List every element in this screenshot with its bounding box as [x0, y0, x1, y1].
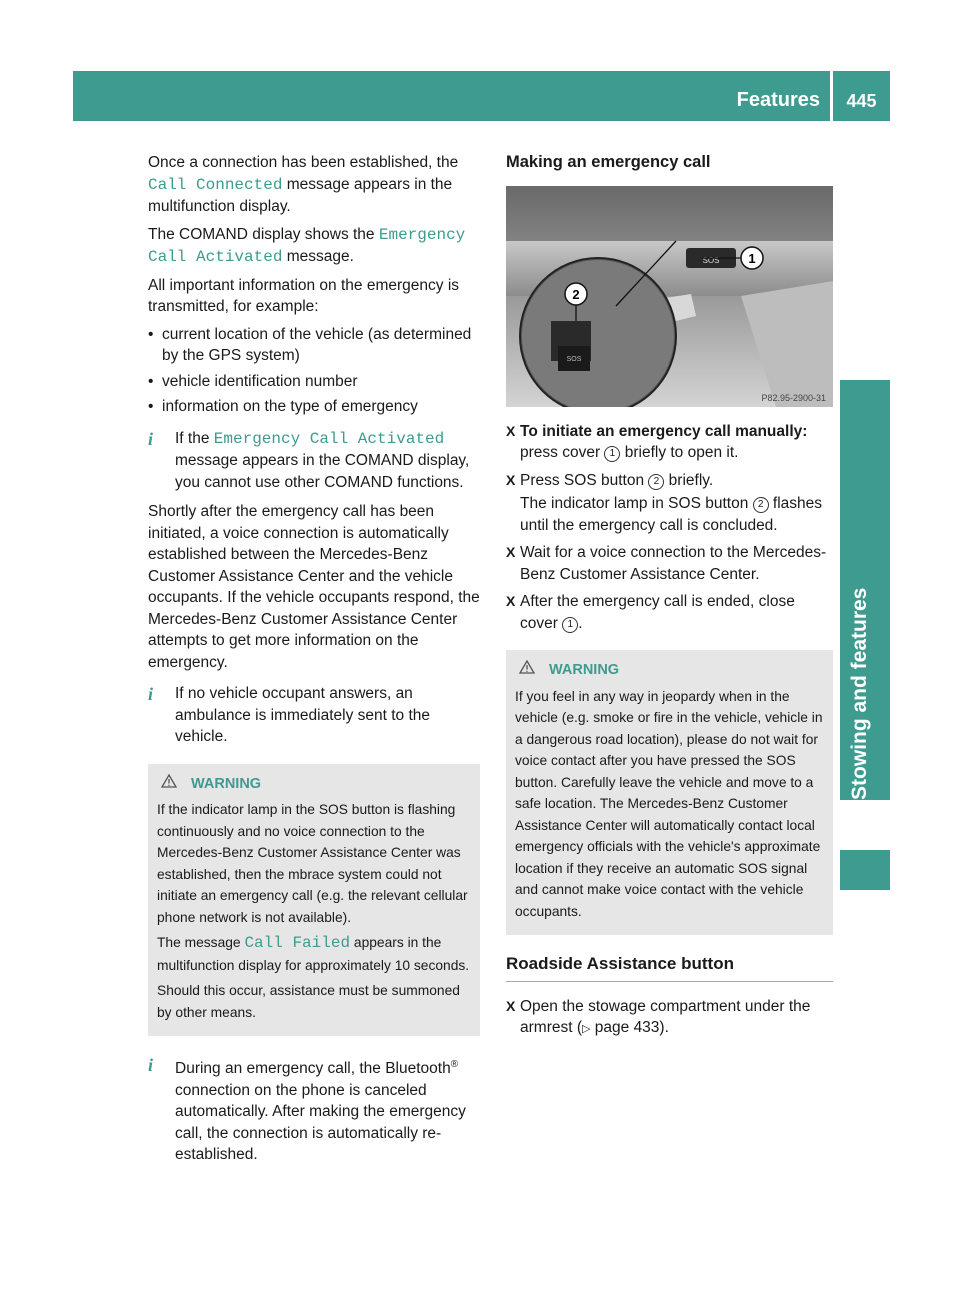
sos-label: SOS: [702, 255, 720, 265]
call-connected-message: Call Connected: [148, 175, 283, 194]
info-note: i If the Emergency Call Activated message appears in the COMAND display, you cannot use other COMAND functions.: [148, 428, 470, 491]
warning-text: The message Call Failed appears in the multifunction display for approximately 10 seconds.: [157, 934, 470, 973]
paragraph-comand: The COMAND display shows the Emergency Call Activated message.: [148, 225, 466, 266]
info-icon: i: [148, 428, 154, 449]
section-title: Making an emergency call: [506, 153, 711, 171]
paragraph-voice-connection: Shortly after the emergency call has been initiated, a voice connection is automatically established between the Mercedes-Benz Customer Assistance Center and the vehicle occupants. If the vehicle occupants respond, the Mercedes-Benz Customer Assistance Center attempts to get more information on the emergency.: [148, 503, 480, 671]
step-open-stowage: X Open the stowage compartment under the armrest (▷ page 433).: [506, 996, 833, 1041]
header-title: Features: [736, 89, 820, 111]
list-item: • current location of the vehicle (as determined by the GPS system): [148, 324, 480, 367]
paragraph-connection: Once a connection has been established, the Call Connected message appears in the multifunction display.: [148, 154, 459, 215]
list-item: • information on the type of emergency: [148, 396, 480, 418]
paragraph-info-transmitted: All important information on the emergency is transmitted, for example:: [148, 276, 460, 315]
step-note: The indicator lamp in SOS button 2 flashes until the emergency call is concluded.: [520, 495, 823, 534]
step-wait: X Wait for a voice connection to the Mercedes-Benz Customer Assistance Center.: [506, 542, 833, 585]
warning-triangle-icon: [519, 660, 549, 682]
warning-title: WARNING: [515, 660, 824, 682]
callout-2: 2: [572, 286, 580, 302]
emergency-call-activated-message: Emergency Call Activated: [148, 225, 466, 266]
step-close-cover: X After the emergency call is ended, close cover 1 .: [506, 591, 833, 634]
page-number: 445: [846, 91, 877, 111]
page-header: [73, 71, 890, 121]
photo-code: P82.95-2900-31: [761, 392, 826, 403]
info-note: i During an emergency call, the Bluetooth® connection on the phone is canceled automatically. After making the emergency call, the connection is automatically re-established.: [148, 1055, 466, 1164]
warning-text: Should this occur, assistance must be summoned by other means.: [157, 983, 460, 1020]
warning-text: If you feel in any way in jeopardy when in the vehicle (e.g. smoke or fire in the vehicle, vehicle in a dangerous road location), please do not wait for voice contact after you have pressed the SOS button. Carefully leave the vehicle and move to a safe location. The Mercedes-Benz Customer Assistance Center will automatically contact local emergency officials with the vehicle's approximate location if they receive an automatic SOS signal and cannot make voice contact with the vehicle occupants.: [515, 688, 823, 919]
call-failed-message: Call Failed: [244, 934, 351, 952]
warning-text: If the indicator lamp in the SOS button is flashing continuously and no voice connection to the Mercedes-Benz Customer Assistance Center was established, then the mbrace system could not initiate an emergency call (e.g. the relevant cellular phone network is not available).: [157, 802, 468, 925]
left-column: [148, 152, 480, 1174]
info-icon: i: [148, 684, 154, 704]
callout-1: 1: [748, 250, 756, 266]
warning-triangle-icon: [161, 774, 191, 796]
overhead-control-panel-photo: [506, 186, 833, 407]
list-item: • vehicle identification number: [148, 371, 480, 393]
right-column: [506, 152, 833, 1047]
warning-box: [148, 764, 480, 1037]
warning-title: WARNING: [157, 774, 471, 796]
warning-box: [506, 650, 833, 935]
info-note: i If no vehicle occupant answers, an ambulance is immediately sent to the vehicle.: [148, 684, 431, 745]
side-tab-marker: [840, 850, 890, 890]
side-tab-label: Stowing and features: [848, 587, 871, 800]
svg-text:SOS: SOS: [566, 355, 582, 363]
section-title: Roadside Assistance button: [506, 953, 833, 982]
info-icon: i: [148, 1055, 154, 1075]
step-press-sos: X Press SOS button 2 briefly.: [506, 470, 833, 492]
step-open-cover: X To initiate an emergency call manually: press cover 1 briefly to open it.: [506, 421, 833, 464]
page-ref-arrow-icon: ▷: [582, 1023, 591, 1035]
